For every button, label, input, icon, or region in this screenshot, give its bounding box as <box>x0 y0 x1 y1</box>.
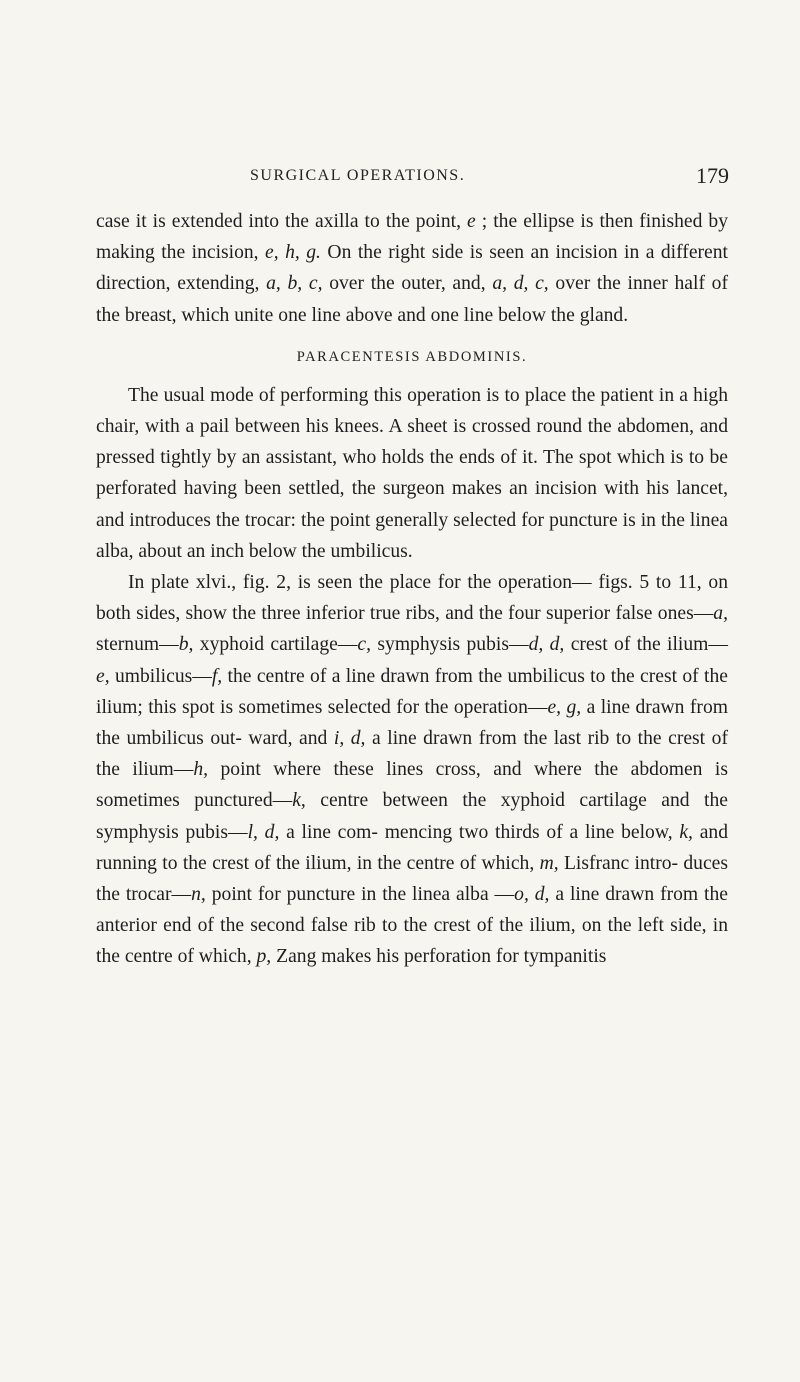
text-run: In plate xlvi., fig. 2, is seen the place for the operation— figs. 5 to 11, on both sides, show the three inferior true ribs, and the four superior false ones— <box>96 572 728 625</box>
text-run: over the outer, and, <box>322 273 493 295</box>
text-run: over the inner half of the breast, which unite one line above and one line below the gland. <box>96 273 728 326</box>
figure-reference-letter: l, d, <box>247 821 280 843</box>
figure-reference-letter: e, <box>96 665 110 687</box>
figure-reference-letter: c, <box>357 634 372 656</box>
text-run: case it is extended into the axilla to the point, <box>96 211 468 232</box>
figure-reference-letter: a, d, c, <box>492 273 549 295</box>
text-run: and running to the crest of the ilium, in the centre of which, <box>96 821 729 874</box>
figure-reference-letter: a, <box>713 603 728 625</box>
body-text <box>96 206 728 973</box>
figure-reference-letter: m, <box>539 852 559 874</box>
text-run: the centre of a line drawn from the umbilicus to the crest of the ilium; this spot is sometimes selected for the operation— <box>96 665 728 718</box>
paragraph-p1 <box>96 206 728 331</box>
figure-reference-letter: o, d, <box>514 884 550 906</box>
figure-reference-letter: k, <box>679 821 693 843</box>
figure-reference-letter: e <box>467 211 476 232</box>
text-run: crest of the ilium— <box>564 634 728 656</box>
figure-reference-letter: h, <box>193 759 209 781</box>
text-run: ; the ellipse is then finished by making the incision, <box>96 211 728 264</box>
section-paragraphs <box>96 380 728 973</box>
figure-reference-letter: i, d, <box>333 728 366 750</box>
figure-reference-letter: e, h, g. <box>265 242 321 264</box>
text-run: Zang makes his perforation for tympanitis <box>271 946 607 968</box>
page-number: 179 <box>696 163 729 188</box>
figure-reference-letter: k, <box>292 790 306 812</box>
section-heading: PARACENTESIS ABDOMINIS. <box>296 348 528 365</box>
text-run: a line drawn from the umbilicus out- ward, and <box>96 696 728 750</box>
opening-paragraphs <box>96 206 728 331</box>
text-run: Lisfranc intro- duces the trocar— <box>96 852 728 906</box>
running-title: SURGICAL OPERATIONS. <box>250 167 466 184</box>
figure-reference-letter: a, b, c, <box>266 273 323 295</box>
text-run: a line drawn from the last rib to the crest of the ilium— <box>96 728 728 781</box>
figure-reference-letter: e, g, <box>547 696 582 718</box>
figure-reference-letter: b, <box>178 634 194 656</box>
text-run: point where these lines cross, and where the abdomen is sometimes punctured— <box>96 759 728 812</box>
text-run: a line drawn from the anterior end of the second false rib to the crest of the ilium, on the left side, in the centre of which, <box>96 884 728 968</box>
text-run: sternum— <box>96 634 179 656</box>
paragraph-p2 <box>96 380 728 567</box>
figure-reference-letter: d, d, <box>528 634 565 656</box>
text-run: xyphoid cartilage— <box>193 634 358 656</box>
text-run: The usual mode of performing this operation is to place the patient in a high chair, with a pail between his knees. A sheet is crossed round the abdomen, and pressed tightly by an assistant, who holds the ends of it. The spot which is to be perforated having been settled, the surgeon makes an incision with his lancet, and introduces the trocar: the point generally selected for puncture is in the linea alba, about an inch below the umbilicus. <box>96 384 728 562</box>
text-run: a line com- mencing two thirds of a line below, <box>279 821 680 843</box>
text-run: On the right side is seen an incision in a different direction, extending, <box>96 242 728 295</box>
text-run: symphysis pubis— <box>371 634 529 656</box>
figure-reference-letter: n, <box>191 884 206 906</box>
text-run: umbilicus— <box>109 665 212 687</box>
running-head <box>0 163 800 191</box>
figure-reference-letter: p, <box>256 946 272 968</box>
text-run: centre between the xyphoid cartilage and the symphysis pubis— <box>96 790 728 843</box>
figure-reference-letter: f, <box>211 665 223 687</box>
text-run: point for puncture in the linea alba — <box>205 884 515 906</box>
paragraph-p3 <box>96 567 728 973</box>
